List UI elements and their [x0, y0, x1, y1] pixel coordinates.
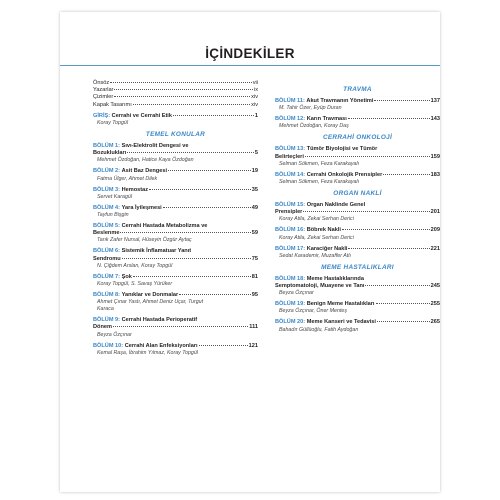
chapter-page: 75	[251, 255, 258, 262]
leader-dots	[342, 229, 430, 230]
chapter-title-part: Cerrahi Hastada Metabolizma ve	[121, 223, 208, 230]
chapter-number: BÖLÜM 14:	[275, 171, 306, 178]
toc-entry-giris[interactable]	[93, 113, 258, 127]
chapter-number: BÖLÜM 11:	[275, 98, 305, 104]
toc-entry[interactable]	[275, 246, 440, 260]
entry-title-line	[93, 113, 258, 120]
meme-chapter-list	[275, 276, 440, 334]
chapter-number: BÖLÜM 16:	[275, 227, 306, 234]
front-matter-page: xiv	[251, 94, 258, 101]
chapter-page: 159	[430, 153, 440, 160]
entry-heading-line	[275, 146, 440, 153]
title-area	[60, 24, 440, 66]
toc-entry[interactable]	[275, 98, 440, 112]
chapter-page: 255	[430, 301, 440, 308]
chapter-authors: Fatma Ülger, Ahmet Dilek	[97, 175, 158, 182]
chapter-title: Sendromu	[93, 255, 121, 262]
toc-entry[interactable]	[93, 187, 258, 201]
chapter-page: 111	[249, 324, 258, 331]
leader-dots	[122, 258, 251, 259]
chapter-title: Cerrahi Alan Enfeksiyonları	[124, 342, 198, 349]
toc-entry[interactable]	[275, 301, 440, 315]
chapter-authors: Bahadır Güllüoğlu, Fatih Aydoğan	[279, 326, 359, 333]
front-matter-row	[93, 94, 258, 101]
entry-title-line	[93, 324, 258, 331]
chapter-number: BÖLÜM 12:	[275, 116, 306, 123]
front-matter-label: Yazarlar	[93, 87, 114, 94]
leader-dots	[179, 294, 251, 295]
chapter-number: BÖLÜM 8:	[93, 292, 121, 299]
chapter-title: Semptomatoloji, Muayene ve Tanı	[275, 283, 365, 290]
entry-title-line	[93, 187, 258, 194]
chapter-authors: Beyza Özçınar	[279, 290, 314, 297]
chapter-authors: Kemal Raşa, İbrahim Yılmaz, Koray Topgül	[97, 349, 198, 356]
toc-entry[interactable]	[93, 248, 258, 269]
right-column	[275, 80, 440, 338]
chapter-authors: Koray Atila, Zekai Serhan Derici	[279, 216, 354, 223]
chapter-authors: Ahmet Çınar Yastı, Ahmet Deniz Uçar, Turgut	[97, 299, 204, 306]
toc-page	[60, 12, 440, 492]
chapter-title-part: Organ Naklinde Genel	[306, 202, 366, 209]
chapter-authors: Beyza Özçınar, Öner Menteş	[279, 308, 348, 315]
leader-dots	[114, 89, 253, 90]
chapter-authors: Selman Sökmen, Feza Karakayalı	[279, 160, 360, 167]
chapter-title: Yanıklar ve Donmalar	[121, 292, 179, 299]
chapter-page: 221	[430, 245, 440, 252]
chapter-title: Asit Baz Dengesi	[121, 168, 167, 175]
chapter-number: BÖLÜM 20:	[275, 319, 306, 326]
chapter-number: BÖLÜM 7:	[93, 273, 121, 280]
travma-chapter-list	[275, 98, 440, 130]
chapter-title-part: Tümör Biyolojisi ve Tümör	[306, 146, 378, 153]
chapter-authors: Tarık Zafer Nursal, Hüseyin Özgür Aytaç	[97, 237, 192, 244]
toc-entry[interactable]	[93, 168, 258, 182]
chapter-title: Beslenme	[93, 230, 120, 237]
entry-title-line	[275, 319, 440, 326]
chapter-authors: Koray Topgül, S. Savaş Yürüker	[97, 281, 173, 288]
chapter-title: Karaciğer Nakli	[306, 245, 348, 252]
entry-title-line	[93, 274, 258, 281]
front-matter-row	[93, 102, 258, 109]
chapter-authors: Koray Topgül	[97, 120, 129, 127]
chapter-page: 265	[430, 319, 440, 326]
chapter-page: 201	[430, 209, 440, 216]
left-chapter-list	[93, 143, 258, 357]
front-matter-row	[93, 87, 258, 94]
title-underline	[60, 65, 440, 66]
chapter-number: BÖLÜM 1:	[93, 143, 121, 150]
chapter-number: BÖLÜM 19:	[275, 301, 306, 308]
chapter-page: 19	[251, 168, 258, 175]
chapter-title: Böbrek Nakli	[306, 227, 341, 234]
chapter-title: Prensipler	[275, 209, 303, 216]
leader-dots	[120, 232, 250, 233]
chapter-page: 35	[251, 186, 258, 193]
chapter-number: BÖLÜM 17:	[275, 245, 306, 252]
front-matter-row	[93, 80, 258, 87]
chapter-number: BÖLÜM 3:	[93, 186, 121, 193]
section-heading-temel: TEMEL KONULAR	[145, 131, 206, 139]
section-heading-meme: MEME HASTALIKLARI	[321, 263, 394, 271]
chapter-page: 209	[430, 227, 440, 234]
chapter-title: Akut Travmanın Yönetimi	[306, 98, 374, 104]
chapter-number: BÖLÜM 10:	[93, 342, 124, 349]
toc-entry[interactable]	[275, 116, 440, 130]
front-matter-page: ix	[253, 87, 258, 94]
chapter-authors: Koray Atila, Zekai Serhan Derici	[279, 234, 354, 241]
entry-title-line	[275, 246, 440, 253]
chapter-authors: M. Tahir Özer, Eyüp Duran	[279, 105, 342, 112]
chapter-title: Belirteçleri	[275, 153, 304, 160]
entry-title-line	[275, 227, 440, 234]
chapter-title-part: Meme Hastalıklarında	[306, 275, 364, 282]
chapter-title: Benign Meme Hastalıkları	[306, 301, 375, 308]
leader-dots	[149, 189, 251, 190]
entry-title-line	[93, 292, 258, 299]
toc-entry[interactable]	[93, 292, 258, 313]
entry-title-line	[93, 256, 258, 263]
entry-heading-line	[275, 202, 440, 209]
front-matter-label: Önsöz	[93, 80, 110, 86]
chapter-page: 1	[254, 112, 258, 119]
chapter-title: Meme Kanseri ve Tedavisi	[306, 319, 376, 326]
leader-dots	[365, 285, 429, 286]
chapter-number: BÖLÜM 4:	[93, 204, 121, 211]
entry-heading-line	[93, 223, 258, 230]
entry-title-line	[93, 168, 258, 175]
toc-entry[interactable]	[275, 227, 440, 241]
toc-entry[interactable]	[275, 202, 440, 223]
entry-heading-line	[275, 276, 440, 283]
section-heading-travma: TRAVMA	[343, 86, 372, 93]
chapter-authors: Beyza Özçınar	[97, 331, 132, 338]
toc-entry[interactable]	[275, 146, 440, 167]
chapter-title: Bozuklukları	[93, 150, 127, 157]
leader-dots	[133, 104, 250, 105]
chapter-title: Cerrahi Onkolojik Prensipler	[306, 171, 383, 178]
leader-dots	[348, 248, 429, 249]
entry-title-line	[93, 205, 258, 212]
chapter-authors: Mehmet Özdoğan, Hatice Kaya Özdoğan	[97, 157, 194, 164]
chapter-authors: Sedat Karademir, Muzaffer Atlı	[279, 252, 351, 259]
leader-dots	[168, 170, 251, 171]
section-heading-onkoloji: CERRAHİ ONKOLOJİ	[322, 134, 393, 142]
chapter-number: BÖLÜM 13:	[275, 146, 306, 153]
front-matter-page: xiv	[251, 101, 258, 108]
chapter-authors: Servet Karagül	[97, 193, 133, 200]
chapter-title: Cerrahi ve Cerrahi Etik	[111, 112, 172, 119]
chapter-prefix: GİRİŞ:	[93, 112, 111, 119]
chapter-title: Şok	[121, 273, 132, 280]
chapter-title: Karın Travması	[306, 116, 347, 123]
toc-entry[interactable]	[93, 343, 258, 357]
chapter-title-part: Sistemik İnflamatuar Yanıt	[121, 248, 192, 255]
toc-entry[interactable]	[93, 205, 258, 219]
leader-dots	[173, 115, 254, 116]
chapter-number: BÖLÜM 6:	[93, 248, 121, 255]
leader-dots	[348, 118, 430, 119]
chapter-number: BÖLÜM 5:	[93, 223, 121, 230]
chapter-authors: N. Çiğdem Arslan, Koray Topgül	[97, 262, 173, 269]
section-heading-organ: ORGAN NAKLİ	[333, 190, 382, 198]
entry-heading-line	[93, 317, 258, 324]
front-matter-label: Çizimler	[93, 94, 114, 101]
leader-dots	[383, 174, 429, 175]
chapter-page: 59	[251, 230, 258, 237]
leader-dots	[199, 345, 248, 346]
leader-dots	[377, 321, 430, 322]
chapter-page: 95	[251, 292, 258, 299]
left-column	[93, 80, 258, 361]
chapter-authors: Selman Sökmen, Feza Karakayalı	[279, 179, 360, 186]
toc-entry[interactable]	[275, 319, 440, 333]
toc-entry[interactable]	[275, 172, 440, 186]
chapter-page: 81	[251, 273, 258, 280]
leader-dots	[127, 152, 254, 153]
chapter-number: BÖLÜM 9:	[93, 317, 121, 324]
leader-dots	[110, 82, 252, 83]
chapter-title-part: Cerrahi Hastada Perioperatif	[121, 317, 198, 324]
toc-entry[interactable]	[275, 276, 440, 297]
toc-entry[interactable]	[93, 223, 258, 244]
toc-entry[interactable]	[93, 143, 258, 164]
chapter-authors: Tayfun Bişgin	[97, 212, 129, 219]
entry-title-line	[93, 343, 258, 350]
onkoloji-chapter-list	[275, 146, 440, 186]
leader-dots	[133, 276, 251, 277]
entry-title-line	[275, 209, 440, 216]
entry-heading-line	[93, 143, 258, 150]
chapter-title: Hemostaz	[121, 186, 149, 193]
chapter-title-part: Sıvı-Elektrolit Dengesi ve	[121, 143, 189, 150]
page-title: İÇİNDEKİLER	[205, 46, 295, 61]
chapter-page: 143	[430, 116, 440, 123]
chapter-number: BÖLÜM 18:	[275, 275, 306, 282]
chapter-title: Yara İyileşmesi	[121, 204, 162, 211]
leader-dots	[305, 156, 430, 157]
entry-heading-line	[93, 248, 258, 255]
chapter-number: BÖLÜM 2:	[93, 168, 121, 175]
leader-dots	[374, 100, 429, 101]
chapter-page: 183	[430, 171, 440, 178]
front-matter-page: vii	[252, 80, 258, 86]
chapter-title: Dönem	[93, 324, 112, 331]
chapter-page: 245	[430, 283, 440, 290]
toc-entry[interactable]	[93, 317, 258, 338]
leader-dots	[114, 96, 250, 97]
chapter-page: 137	[430, 98, 440, 104]
organ-chapter-list	[275, 202, 440, 260]
leader-dots	[163, 207, 251, 208]
entry-title-line	[275, 154, 440, 161]
leader-dots	[113, 326, 248, 327]
leader-dots	[376, 303, 430, 304]
entry-title-line	[275, 172, 440, 179]
leader-dots	[303, 211, 429, 212]
chapter-number: BÖLÜM 15:	[275, 202, 306, 209]
chapter-page: 5	[254, 150, 258, 157]
front-matter-label: Kapak Tasarımı	[93, 101, 132, 108]
chapter-page: 121	[248, 342, 258, 349]
chapter-authors: Mehmet Özdoğan, Koray Daş	[279, 123, 349, 130]
chapter-page: 49	[251, 204, 258, 211]
toc-entry[interactable]	[93, 274, 258, 288]
chapter-authors: Karaca	[97, 306, 114, 313]
